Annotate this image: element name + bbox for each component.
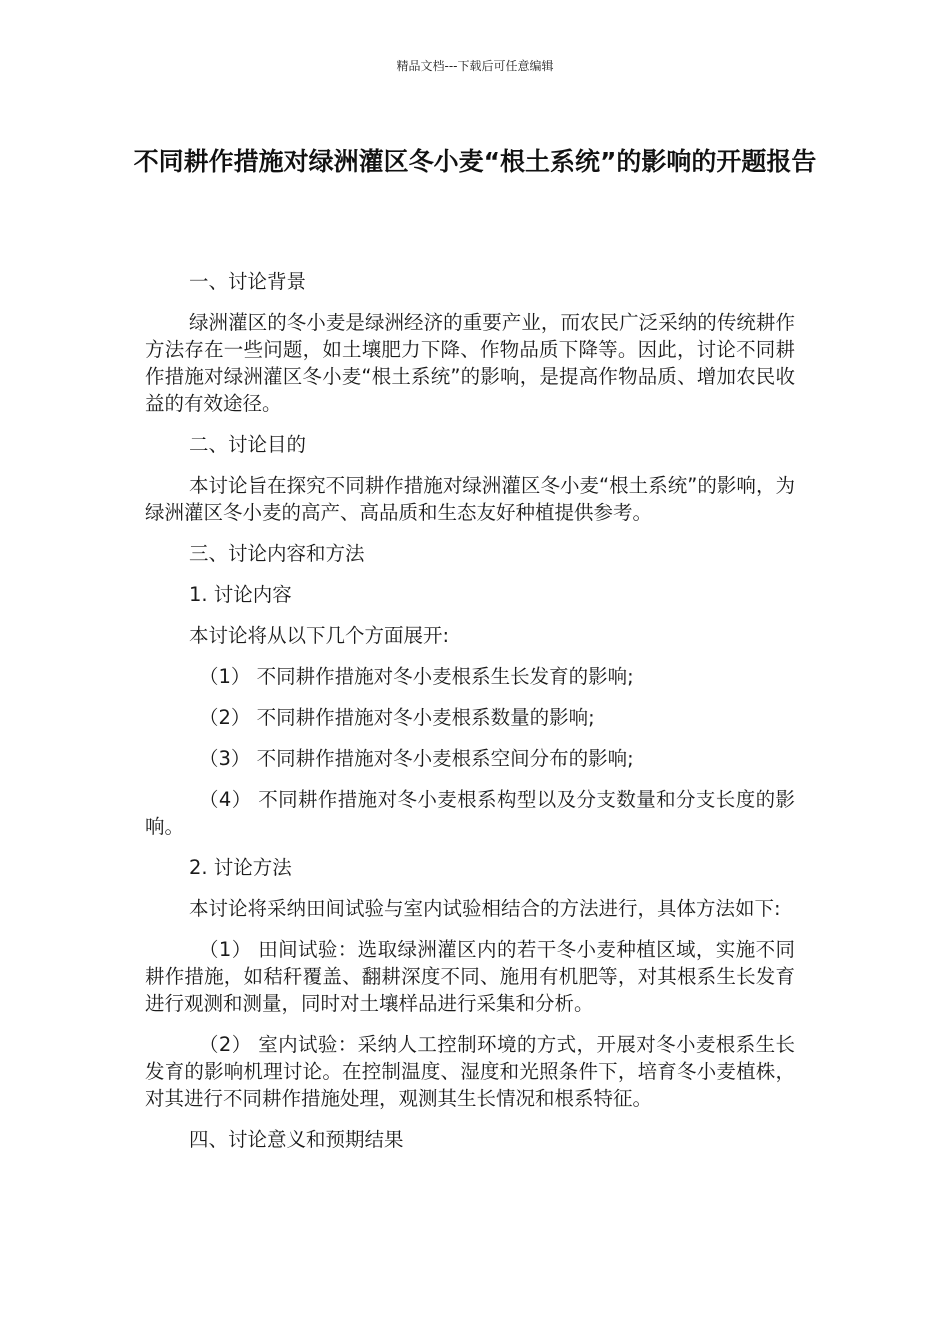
paragraph-methods-intro: 本讨论将采纳田间试验与室内试验相结合的方法进行，具体方法如下: <box>189 897 781 920</box>
header-note: 精品文档---下载后可任意编辑 <box>396 59 554 73</box>
subheading-methods: 2. 讨论方法 <box>189 856 292 879</box>
paragraph-content-intro: 本讨论将从以下几个方面展开: <box>189 624 450 647</box>
subheading-content: 1. 讨论内容 <box>189 583 292 606</box>
list-item-content-4: （4） 不同耕作措施对冬小麦根系构型以及分支数量和分支长度的影响。 <box>145 788 795 838</box>
paragraph-purpose: 本讨论旨在探究不同耕作措施对绿洲灌区冬小麦“根土系统”的影响，为绿洲灌区冬小麦的高产、高品质和生态友好种植提供参考。 <box>145 474 795 524</box>
list-item-content-3: （3） 不同耕作措施对冬小麦根系空间分布的影响; <box>199 747 634 770</box>
document-body <box>145 268 795 1167</box>
section-heading-significance: 四、讨论意义和预期结果 <box>189 1128 404 1151</box>
document-title: 不同耕作措施对绿洲灌区冬小麦“根土系统”的影响的开题报告 <box>133 147 817 176</box>
section-heading-background: 一、讨论背景 <box>189 270 307 293</box>
section-heading-purpose: 二、讨论目的 <box>189 433 307 456</box>
list-item-content-2: （2） 不同耕作措施对冬小麦根系数量的影响; <box>199 706 595 729</box>
list-item-field-test: （1） 田间试验：选取绿洲灌区内的若干冬小麦种植区域，实施不同耕作措施，如秸秆覆盖、翻耕深度不同、施用有机肥等，对其根系生长发育进行观测和测量，同时对土壤样品进行采集和分析。 <box>145 938 795 1015</box>
paragraph-background: 绿洲灌区的冬小麦是绿洲经济的重要产业，而农民广泛采纳的传统耕作方法存在一些问题，如土壤肥力下降、作物品质下降等。因此，讨论不同耕作措施对绿洲灌区冬小麦“根土系统”的影响，是提高作物品质、增加农民收益的有效途径。 <box>145 311 795 415</box>
list-item-content-1: （1） 不同耕作措施对冬小麦根系生长发育的影响; <box>199 665 634 688</box>
section-heading-content-methods: 三、讨论内容和方法 <box>189 542 365 565</box>
list-item-indoor-test: （2） 室内试验：采纳人工控制环境的方式，开展对冬小麦根系生长发育的影响机理讨论。在控制温度、湿度和光照条件下，培育冬小麦植株，对其进行不同耕作措施处理，观测其生长情况和根系特征。 <box>145 1033 795 1110</box>
